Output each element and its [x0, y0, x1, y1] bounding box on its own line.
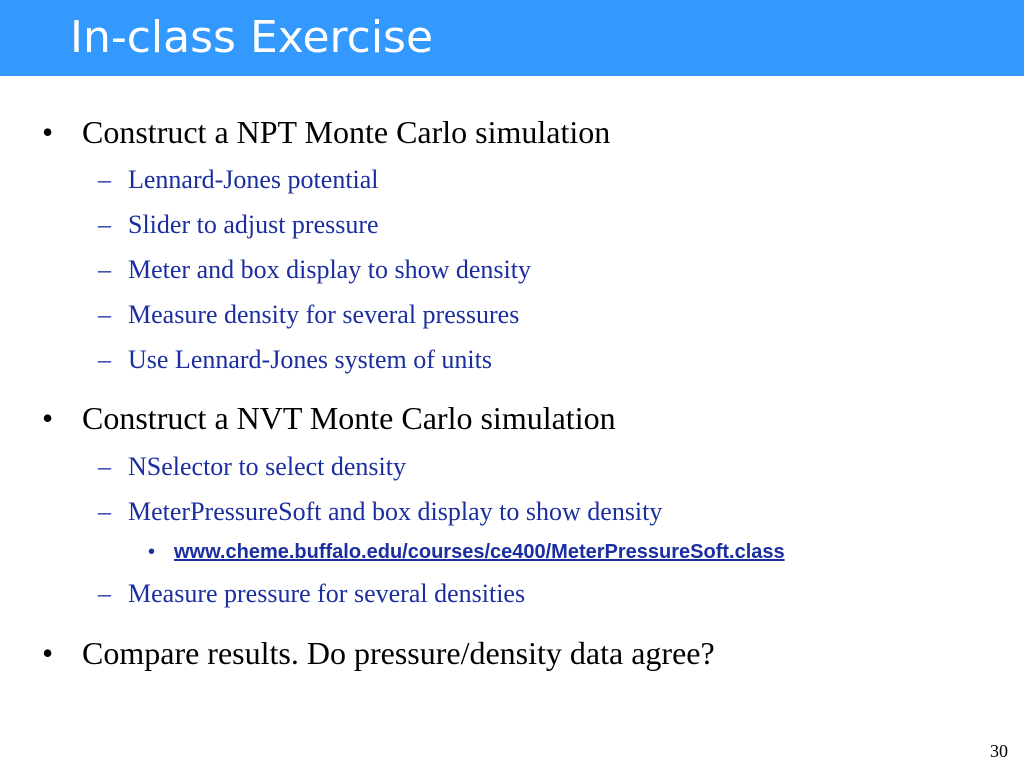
bullet-text: Construct a NPT Monte Carlo simulation — [82, 114, 611, 150]
slide-title: In-class Exercise — [70, 12, 434, 63]
dash-marker: – — [98, 452, 111, 481]
bullet-marker: • — [42, 400, 54, 436]
sub-bullet-text: Meter and box display to show density — [128, 255, 531, 284]
dash-marker: – — [98, 255, 111, 284]
dash-marker: – — [98, 165, 111, 194]
page-number: 30 — [990, 741, 1008, 761]
bullet-text: Compare results. Do pressure/density data agree? — [82, 635, 715, 671]
sub-bullet-text: Use Lennard-Jones system of units — [128, 345, 492, 374]
sub-bullet-text: Slider to adjust pressure — [128, 210, 379, 239]
sub-bullet-text: Lennard-Jones potential — [128, 165, 379, 194]
dash-marker: – — [98, 497, 111, 526]
dash-marker: – — [98, 300, 111, 329]
bullet-text: Construct a NVT Monte Carlo simulation — [82, 400, 616, 436]
dash-marker: – — [98, 579, 111, 608]
sub-bullet-text: NSelector to select density — [128, 452, 406, 481]
sub-bullet-text: Measure density for several pressures — [128, 300, 520, 329]
bullet-marker: • — [42, 635, 54, 671]
bullet-marker: • — [42, 114, 54, 150]
small-bullet-marker: • — [148, 541, 156, 563]
dash-marker: – — [98, 345, 111, 374]
sub-bullet-text: MeterPressureSoft and box display to show density — [128, 497, 663, 526]
sub-bullet-text: Measure pressure for several densities — [128, 579, 526, 608]
dash-marker: – — [98, 210, 111, 239]
meter-pressure-soft-link[interactable]: www.cheme.buffalo.edu/courses/ce400/MeterPressureSoft.class — [174, 541, 785, 563]
